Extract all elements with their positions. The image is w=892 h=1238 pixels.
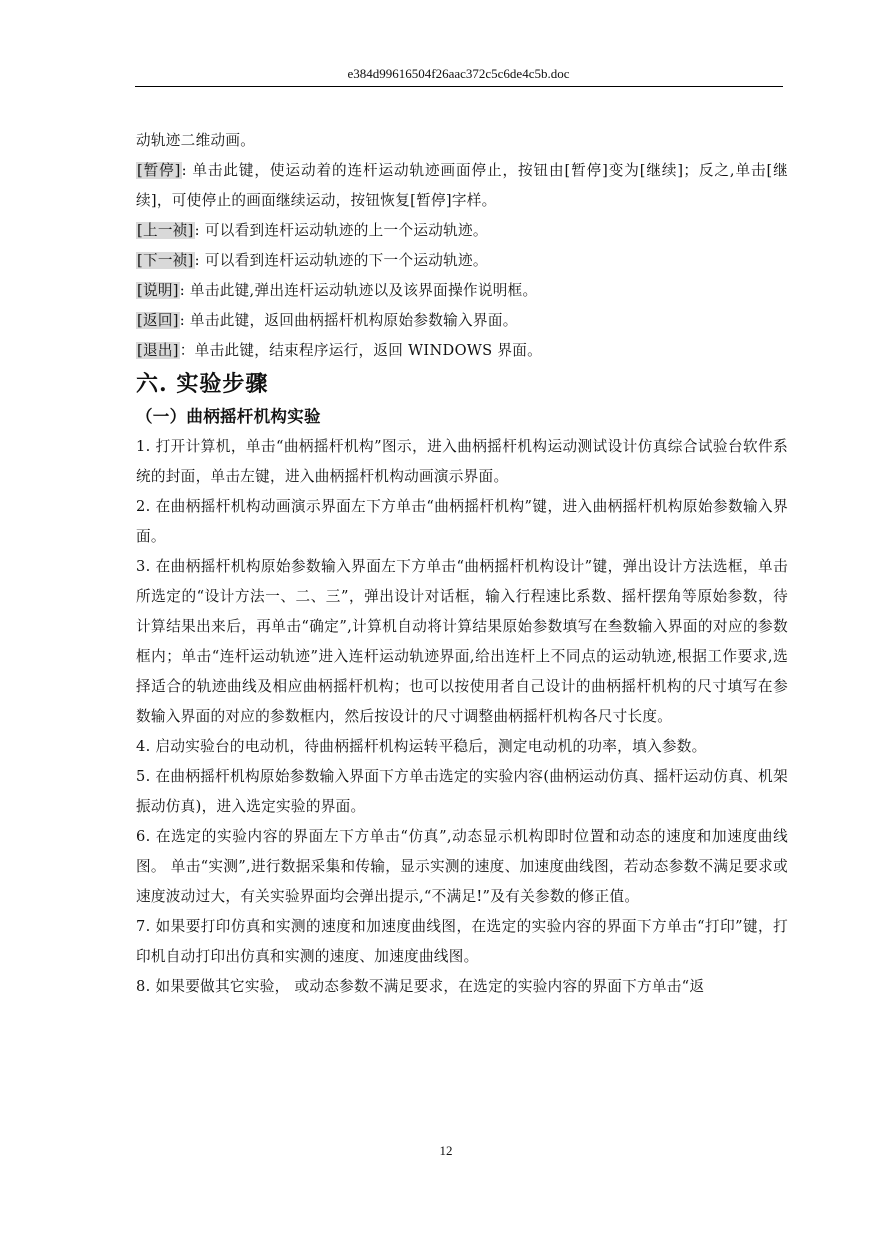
step-item: 2. 在曲柄摇杆机构动画演示界面左下方单击“曲柄摇杆机构”键，进入曲柄摇杆机构原始参数输入界面。 bbox=[136, 498, 788, 545]
key-next-frame bbox=[136, 246, 788, 276]
key-label: [返回] bbox=[137, 312, 179, 329]
document-body bbox=[136, 126, 788, 1002]
header-divider bbox=[135, 86, 783, 87]
key-description: : 单击此键，返回曲柄摇杆机构原始参数输入界面。 bbox=[179, 312, 518, 329]
key-description: : 可以看到连杆运动轨迹的下一个运动轨迹。 bbox=[194, 252, 488, 269]
step-item: 4. 启动实验台的电动机，待曲柄摇杆机构运转平稳后，测定电动机的功率，填入参数。 bbox=[136, 738, 707, 755]
page-header-filename: e384d99616504f26aac372c5c6de4c5b.doc bbox=[347, 66, 570, 81]
step-item: 6. 在选定的实验内容的界面左下方单击“仿真”,动态显示机构即时位置和动态的速度和加速度曲线图。 单击“实测”,进行数据采集和传输，显示实测的速度、加速度曲线图，若动态参数不满足要求或速度波动过大，有关实验界面均会弹出提示,“不满足!”及有关参数的修正值。 bbox=[136, 828, 788, 905]
key-return bbox=[136, 306, 788, 336]
section-title: 六. 实验步骤 bbox=[136, 371, 269, 397]
key-description: : 单击此键，使运动着的连杆运动轨迹画面停止，按钮由[暂停]变为[继续]；反之,单击[继续]，可使停止的画面继续运动，按钮恢复[暂停]字样。 bbox=[136, 162, 788, 209]
key-exit bbox=[136, 336, 788, 366]
step-item: 3. 在曲柄摇杆机构原始参数输入界面左下方单击“曲柄摇杆机构设计”键，弹出设计方法选框，单击所选定的“设计方法一、二、三”，弹出设计对话框，输入行程速比系数、摇杆摆角等原始参数，待计算结果出来后，再单击“确定”,计算机自动将计算结果原始参数填写在叁数输入界面的对应的参数框内；单击“连杆运动轨迹”进入连杆运动轨迹界面,给出连杆上不同点的运动轨迹,根据工作要求,选择适合的轨迹曲线及相应曲柄摇杆机构；也可以按使用者自己设计的曲柄摇杆机构的尺寸填写在参数输入界面的对应的参数框内，然后按设计的尺寸调整曲柄摇杆机构各尺寸长度。 bbox=[136, 558, 788, 725]
step-item: 8. 如果要做其它实验， 或动态参数不满足要求，在选定的实验内容的界面下方单击“返 bbox=[136, 978, 705, 995]
step-item: 1. 打开计算机，单击“曲柄摇杆机构”图示，进入曲柄摇杆机构运动测试设计仿真综合试验台软件系统的封面，单击左键，进入曲柄摇杆机构动画演示界面。 bbox=[136, 438, 788, 485]
key-label: [暂停] bbox=[137, 162, 181, 179]
key-prev-frame bbox=[136, 216, 788, 246]
page-number: 12 bbox=[439, 1143, 453, 1158]
key-label: [退出] bbox=[137, 342, 179, 359]
key-description: : 可以看到连杆运动轨迹的上一个运动轨迹。 bbox=[194, 222, 488, 239]
step-item: 5. 在曲柄摇杆机构原始参数输入界面下方单击选定的实验内容(曲柄运动仿真、摇杆运动仿真、机架振动仿真)，进入选定实验的界面。 bbox=[136, 768, 788, 815]
step-item: 7. 如果要打印仿真和实测的速度和加速度曲线图，在选定的实验内容的界面下方单击“打印”键，打印机自动打印出仿真和实测的速度、加速度曲线图。 bbox=[136, 918, 788, 965]
key-description: ：单击此键，结束程序运行，返回 WINDOWS 界面。 bbox=[179, 342, 543, 359]
key-label: [上一祯] bbox=[137, 222, 194, 239]
key-pause bbox=[136, 156, 788, 216]
key-description: : 单击此键,弹出连杆运动轨迹以及该界面操作说明框。 bbox=[179, 282, 538, 299]
key-help bbox=[136, 276, 788, 306]
key-label: [下一祯] bbox=[137, 252, 194, 269]
subsection-title: （一）曲柄摇杆机构实验 bbox=[136, 407, 321, 426]
key-label: [说明] bbox=[137, 282, 179, 299]
intro-line: 动轨迹二维动画。 bbox=[136, 132, 256, 149]
